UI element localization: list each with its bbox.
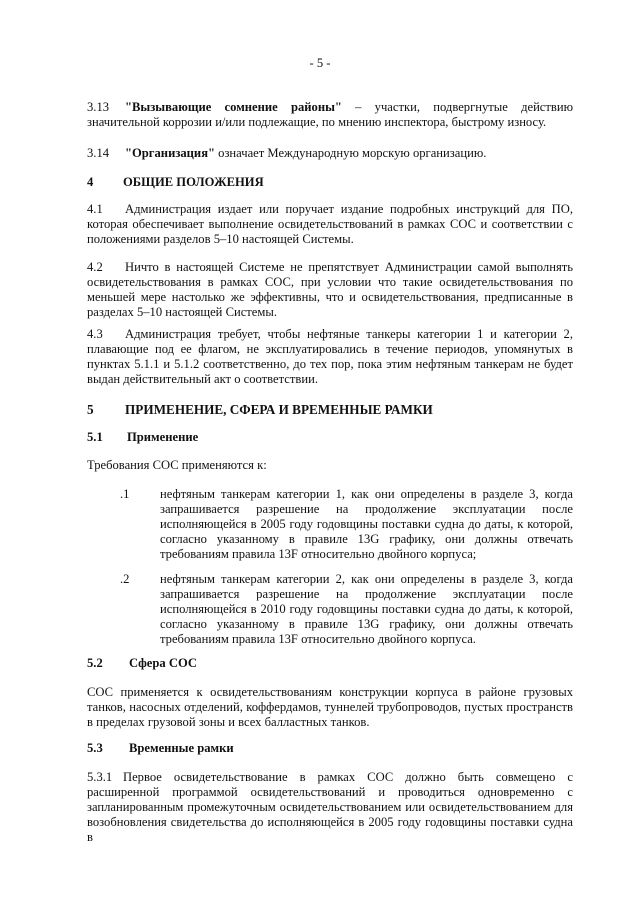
paragraph-5-3-1 [87,770,573,845]
paragraph-4-3 [87,327,573,387]
list-item-text: нефтяным танкерам категории 2, как они определены в разделе 3, когда запрашивается разрешение на продолжение эксплуатации после исполняющейся в 2010 году годовщины поставки судна до даты, к которой, согласно указанному в правиле 13G графику, они должны отвечать требованиям правила 13F относительно двойного корпуса. [160,572,573,646]
paragraph-text: Ничто в настоящей Системе не препятствует Администрации самой выполнять освидетельствования в рамках СОС, при условии что такие освидетельствования по меньшей мере настолько же эффективны, что и освидетельствования, предписанные в разделах 5–10 настоящей Системы. [87,260,573,319]
subsection-heading-5-1 [87,430,198,445]
paragraph-number: 4.2 [87,260,103,274]
section-number: 4 [87,175,94,189]
subsection-title: Сфера СОС [129,656,197,670]
paragraph-text: Первое освидетельствование в рамках СОС должно быть совмещено с расширенной программой освидетельствований и проводиться одновременно с запланированным промежуточным освидетельствованием или освидетельствованием для возобновления свидетельства до исполняющейся в 2005 году годовщины поставки судна в [87,770,573,844]
subsection-number: 5.2 [87,656,103,670]
paragraph-4-2 [87,260,573,320]
paragraph-3-14 [87,146,573,161]
subsection-number: 5.3 [87,741,103,755]
paragraph-text: – участки, подвергнутые действию значительной коррозии и/или подлежащие, по мнению инспектора, быстрому износу. [87,100,573,129]
defined-term: "Организация" [125,146,215,160]
list-item-number: .2 [120,572,130,586]
page-number: - 5 - [309,56,331,70]
section-title: ОБЩИЕ ПОЛОЖЕНИЯ [123,175,264,189]
subsection-title: Применение [127,430,199,444]
paragraph-number: 3.13 [87,100,110,114]
defined-term: "Вызывающие сомнение районы" [125,100,342,114]
paragraph-5-2: СОС применяется к освидетельствованиям конструкции корпуса в районе грузовых танков, насосных отделений, коффердамов, туннелей трубопроводов, пустых пространств в пределах грузовой зоны и всех балластных танков. [87,685,573,729]
subsection-heading-5-3 [87,741,234,756]
section-heading-4 [87,175,264,190]
subsection-heading-5-2 [87,656,197,671]
paragraph-number: 4.1 [87,202,103,216]
list-item-text: нефтяным танкерам категории 1, как они определены в разделе 3, когда запрашивается разрешение на продолжение эксплуатации после исполняющейся в 2005 году годовщины поставки судна до даты, к которой, согласно указанному в правиле 13G графику, они должны отвечать требованиям правила 13F относительно двойного корпуса; [160,487,573,561]
paragraph-text: Администрация издает или поручает издание подробных инструкций для ПО, которая обеспечивает выполнение освидетельствований в рамках СОС и соответствии с положениями разделов 5–10 настоящей Системы. [87,202,573,246]
list-item-number: .1 [120,487,130,501]
paragraph-number: 5.3.1 [87,770,113,784]
section-number: 5 [87,402,94,417]
paragraph-4-1 [87,202,573,247]
paragraph-number: 4.3 [87,327,103,341]
paragraph-text: означает Международную морскую организацию. [215,146,487,160]
section-title: ПРИМЕНЕНИЕ, СФЕРА И ВРЕМЕННЫЕ РАМКИ [125,402,433,417]
paragraph-text: Администрация требует, чтобы нефтяные танкеры категории 1 и категории 2, плавающие под ее флагом, не эксплуатировались в течение периодов, упомянутых в пунктах 5.1.1 и 5.1.2 соответственно, до тех пор, пока этим нефтяным танкерам не будет выдан действительный акт о соответствии. [87,327,573,386]
paragraph-3-13 [87,100,573,130]
paragraph-number: 3.14 [87,146,110,160]
subsection-title: Временные рамки [129,741,234,755]
section-heading-5 [87,402,433,417]
subsection-number: 5.1 [87,430,103,444]
paragraph-5-1-intro: Требования СОС применяются к: [87,458,267,472]
